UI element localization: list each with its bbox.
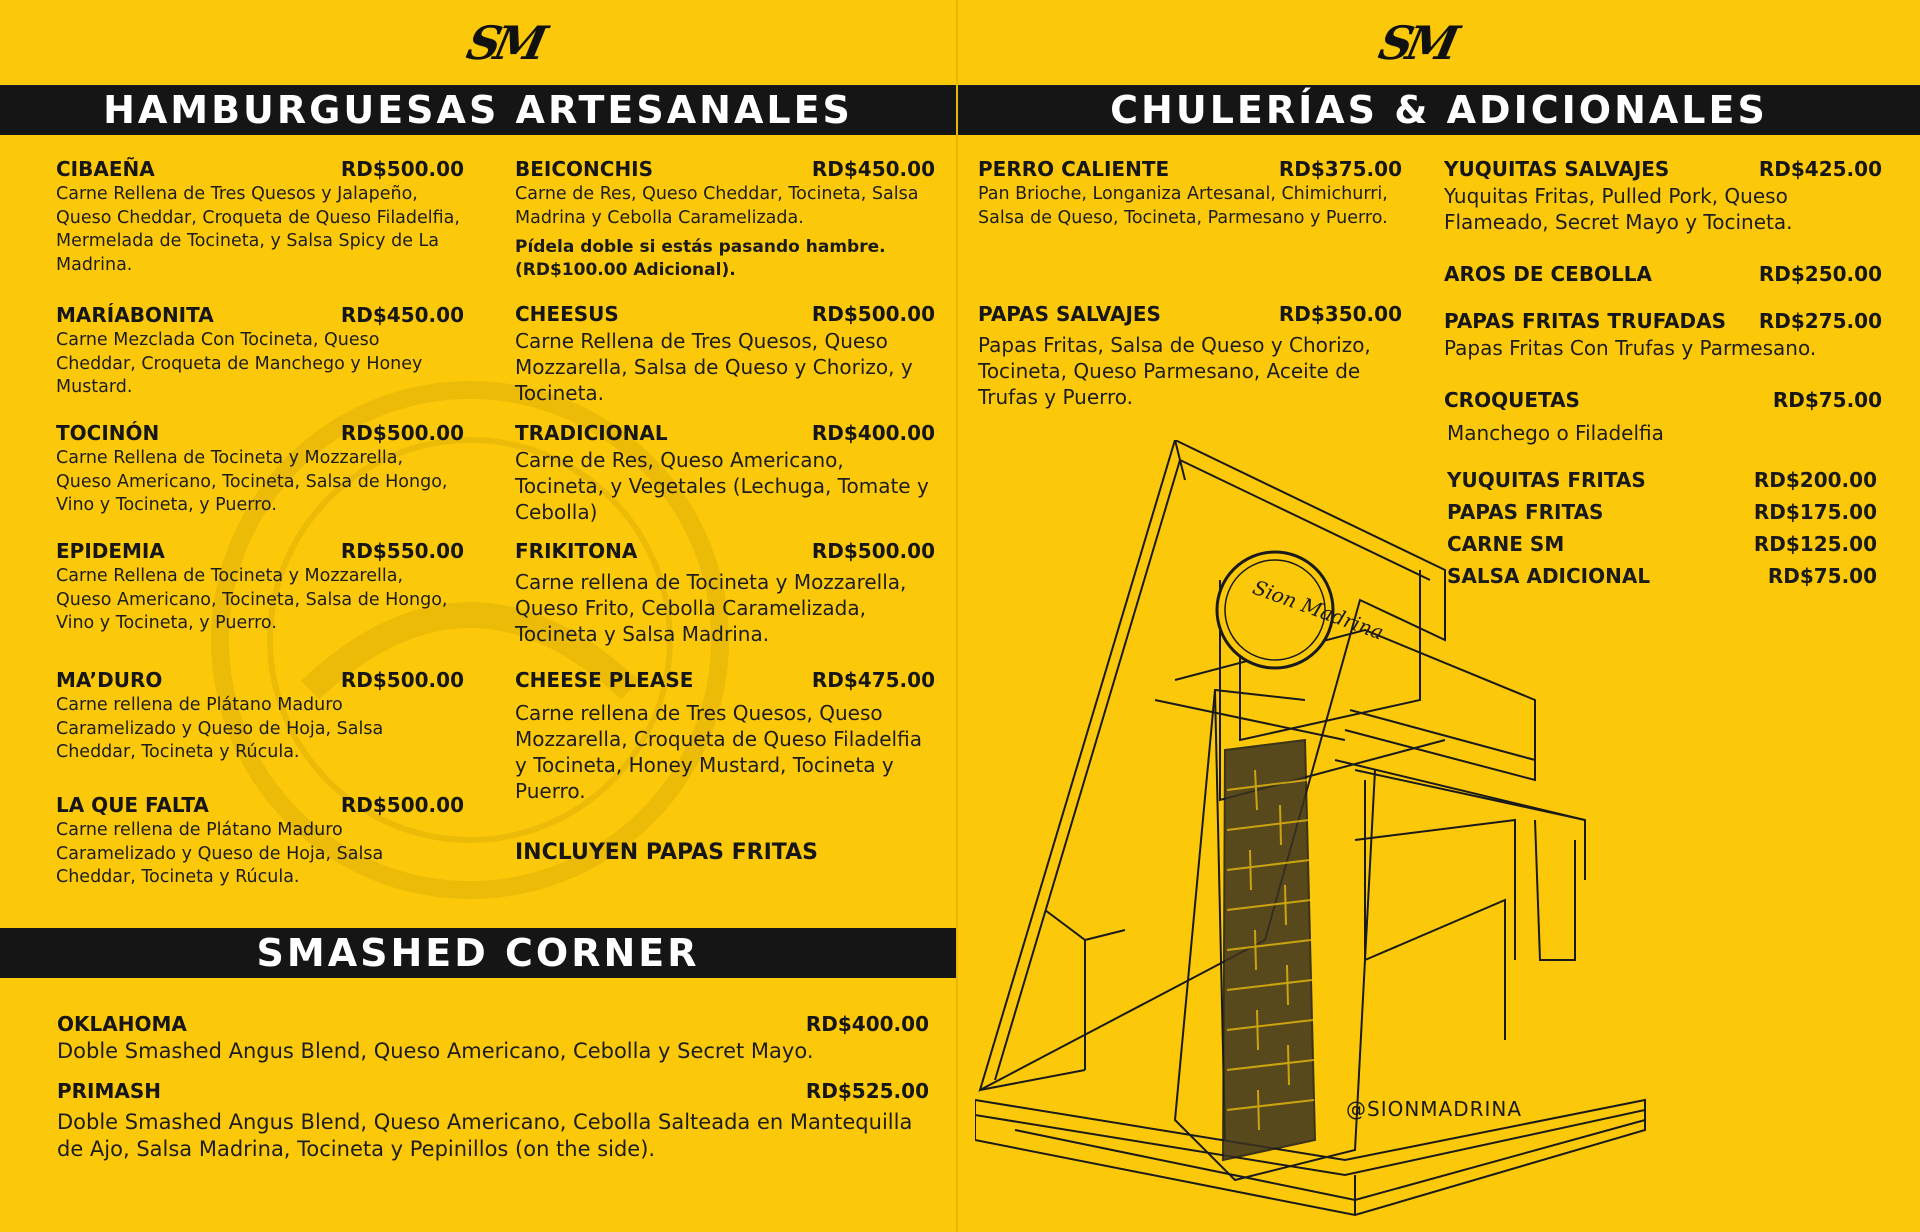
item-price: RD$500.00 <box>811 302 935 326</box>
includes-fries-note: INCLUYEN PAPAS FRITAS <box>515 840 818 865</box>
item-price: RD$450.00 <box>340 303 464 327</box>
item-price: RD$425.00 <box>1758 157 1882 181</box>
item-price: RD$500.00 <box>811 539 935 563</box>
item-name: PERRO CALIENTE <box>978 157 1170 181</box>
page-fold <box>956 0 958 1232</box>
building-sign-text: Sion Madrina <box>1249 575 1387 645</box>
menu-item <box>56 793 464 890</box>
restaurant-building-illustration <box>975 440 1655 1230</box>
item-name: PRIMASH <box>57 1079 162 1103</box>
menu-item <box>57 1000 929 1064</box>
item-name: PAPAS FRITAS TRUFADAS <box>1444 309 1727 333</box>
item-description: Papas Fritas Con Trufas y Parmesano. <box>1444 336 1817 360</box>
item-description: Pan Brioche, Longaniza Artesanal, Chimichurri, Salsa de Queso, Tocineta, Parmesano y Puerro. <box>978 184 1388 228</box>
item-price: RD$400.00 <box>811 421 935 445</box>
item-description: Doble Smashed Angus Blend, Queso Americano, Cebolla Salteada en Mantequilla de Ajo, Salsa Madrina, Tocineta y Pepinillos (on the side). <box>57 1110 913 1161</box>
item-name: SALSA ADICIONAL <box>1447 564 1651 588</box>
item-description: Carne rellena de Tres Quesos, Queso Mozzarella, Croqueta de Queso Filadelfia y Tocineta, Honey Mustard, Tocineta y Puerro. <box>515 701 922 803</box>
item-name: MARÍABONITA <box>56 303 214 327</box>
item-description: Carne Rellena de Tocineta y Mozzarella, Queso Americano, Tocineta, Salsa de Hongo, Vino y Tocineta, y Puerro. <box>56 566 448 633</box>
menu-item <box>515 421 935 525</box>
item-description: Manchego o Filadelfia <box>1447 421 1664 445</box>
item-price: RD$175.00 <box>1753 500 1877 524</box>
menu-item <box>978 302 1402 410</box>
item-price: RD$375.00 <box>1278 157 1402 181</box>
item-name: CARNE SM <box>1447 532 1565 556</box>
item-price: RD$500.00 <box>340 793 464 817</box>
menu-item <box>56 539 464 636</box>
item-name: CIBAEÑA <box>56 157 155 181</box>
item-price: RD$350.00 <box>1278 302 1402 326</box>
instagram-handle: @SIONMADRINA <box>1346 1097 1523 1121</box>
item-description: Carne rellena de Plátano Maduro Caramelizado y Queso de Hoja, Salsa Cheddar, Tocineta y Rúcula. <box>56 820 384 887</box>
menu-item <box>515 157 935 282</box>
menu-item <box>56 421 464 518</box>
menu-item <box>978 157 1402 230</box>
sm-logo-right: SM <box>1374 16 1458 70</box>
item-name: YUQUITAS SALVAJES <box>1444 157 1670 181</box>
item-name: LA QUE FALTA <box>56 793 209 817</box>
menu-item <box>1444 388 1882 446</box>
menu-item <box>56 668 464 765</box>
item-name: TRADICIONAL <box>515 421 668 445</box>
item-price: RD$525.00 <box>805 1079 929 1103</box>
item-name: CHEESE PLEASE <box>515 668 694 692</box>
item-name: MA’DURO <box>56 668 163 692</box>
menu-item <box>515 302 935 406</box>
item-description: Carne rellena de Plátano Maduro Caramelizado y Queso de Hoja, Salsa Cheddar, Tocineta y Rúcula. <box>56 695 384 762</box>
item-name: PAPAS SALVAJES <box>978 302 1161 326</box>
item-description: Doble Smashed Angus Blend, Queso Americano, Cebolla y Secret Mayo. <box>57 1039 814 1063</box>
item-price: RD$275.00 <box>1758 309 1882 333</box>
menu-item <box>515 668 935 804</box>
menu-item <box>1444 309 1882 361</box>
item-name: BEICONCHIS <box>515 157 654 181</box>
item-price: RD$75.00 <box>1767 564 1877 588</box>
item-price: RD$450.00 <box>811 157 935 181</box>
item-name: OKLAHOMA <box>57 1012 187 1036</box>
item-price: RD$125.00 <box>1753 532 1877 556</box>
section-header-chulerias: CHULERÍAS & ADICIONALES <box>958 85 1920 135</box>
item-price: RD$550.00 <box>340 539 464 563</box>
item-note: Pídela doble si estás pasando hambre. (RD$100.00 Adicional). <box>515 237 886 280</box>
sm-logo-left: SM <box>462 16 546 70</box>
item-description: Carne Rellena de Tres Quesos y Jalapeño, Queso Cheddar, Croqueta de Queso Filadelfia, Mermelada de Tocineta, y Salsa Spicy de La Madrina. <box>56 184 460 275</box>
item-name: AROS DE CEBOLLA <box>1444 262 1653 286</box>
item-price: RD$500.00 <box>340 668 464 692</box>
section-header-smashed: SMASHED CORNER <box>0 928 956 978</box>
item-price: RD$500.00 <box>340 157 464 181</box>
item-name: CROQUETAS <box>1444 388 1580 412</box>
item-description: Yuquitas Fritas, Pulled Pork, Queso Flameado, Secret Mayo y Tocineta. <box>1444 184 1793 234</box>
section-header-hamburguesas: HAMBURGUESAS ARTESANALES <box>0 85 956 135</box>
menu-item <box>56 157 464 277</box>
item-price: RD$250.00 <box>1758 262 1882 286</box>
item-price: RD$475.00 <box>811 668 935 692</box>
item-name: YUQUITAS FRITAS <box>1447 468 1646 492</box>
menu-item <box>1444 157 1882 235</box>
item-description: Carne rellena de Tocineta y Mozzarella, Queso Frito, Cebolla Caramelizada, Tocineta y Salsa Madrina. <box>515 570 907 646</box>
item-name: CHEESUS <box>515 302 619 326</box>
item-description: Carne Mezclada Con Tocineta, Queso Cheddar, Croqueta de Manchego y Honey Mustard. <box>56 330 423 397</box>
menu-item <box>56 303 464 400</box>
item-description: Carne Rellena de Tres Quesos, Queso Mozzarella, Salsa de Queso y Chorizo, y Tocineta. <box>515 329 913 405</box>
menu-item <box>1444 262 1882 286</box>
item-price: RD$200.00 <box>1753 468 1877 492</box>
item-description: Carne de Res, Queso Cheddar, Tocineta, Salsa Madrina y Cebolla Caramelizada. <box>515 184 919 228</box>
item-name: TOCINÓN <box>56 421 160 445</box>
menu-item <box>57 1079 929 1163</box>
item-name: EPIDEMIA <box>56 539 165 563</box>
item-price: RD$75.00 <box>1772 388 1882 412</box>
item-name: FRIKITONA <box>515 539 638 563</box>
menu-item <box>515 539 935 647</box>
item-price: RD$400.00 <box>805 1012 929 1036</box>
item-price: RD$500.00 <box>340 421 464 445</box>
item-description: Papas Fritas, Salsa de Queso y Chorizo, Tocineta, Queso Parmesano, Aceite de Trufas y Puerro. <box>978 333 1371 409</box>
item-name: PAPAS FRITAS <box>1447 500 1604 524</box>
item-description: Carne Rellena de Tocineta y Mozzarella, Queso Americano, Tocineta, Salsa de Hongo, Vino y Tocineta, y Puerro. <box>56 448 448 515</box>
item-description: Carne de Res, Queso Americano, Tocineta, y Vegetales (Lechuga, Tomate y Cebolla) <box>515 448 929 524</box>
